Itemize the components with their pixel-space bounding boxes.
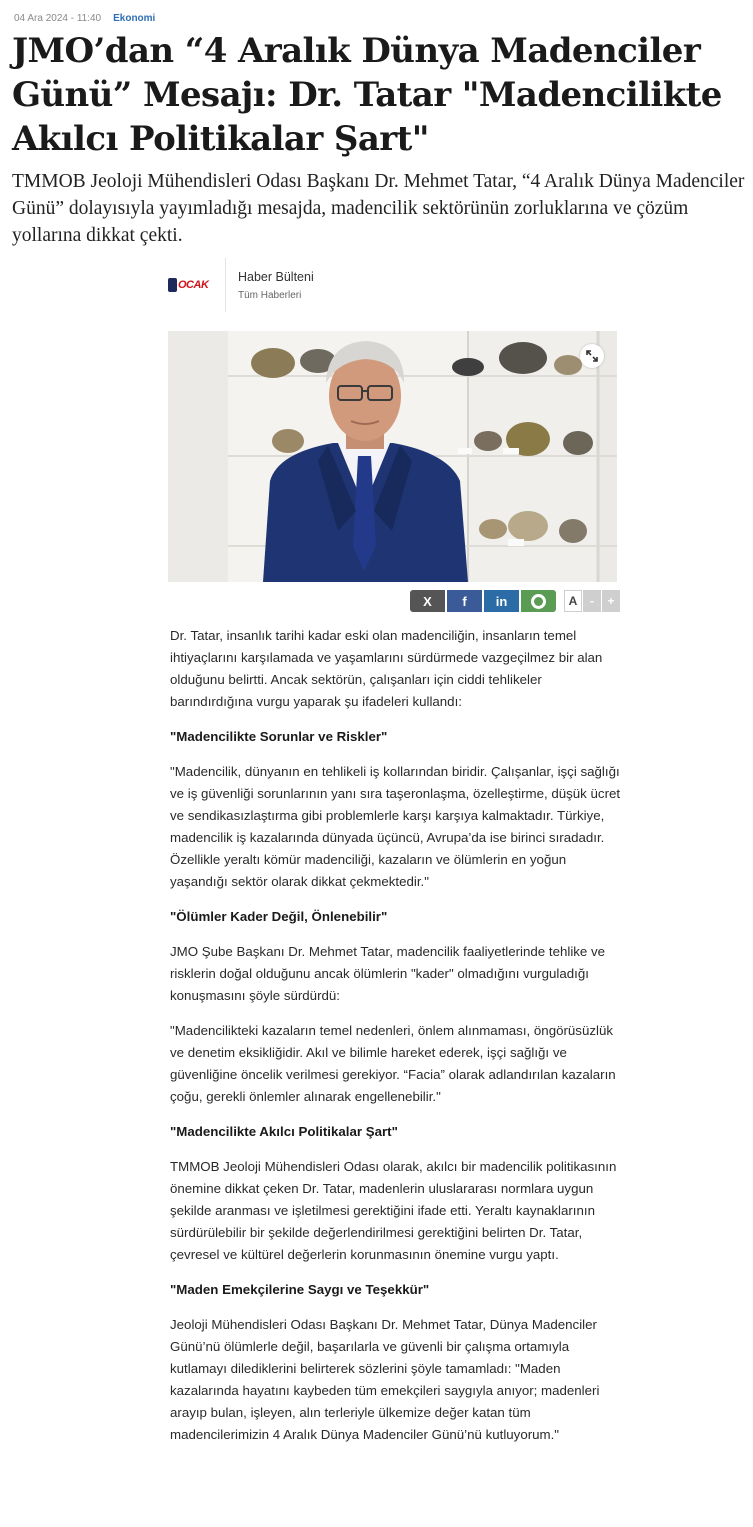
- article-meta: [14, 13, 155, 24]
- font-size-label: A: [564, 590, 582, 612]
- article-body: [170, 625, 622, 1459]
- body-paragraph: "Madencilikteki kazaların temel nedenleri, önlem alınmaması, öngörüsüzlük ve denetim eksikliğidir. Akıl ve bilimle hareket ederek, işçi sağlığı ve güvenliğine öncelik verilmesi gerekiyor. “Facia” olarak adlandırılan kazaların çoğu, gerekli önlemler alınarak engellenebilir.": [170, 1023, 616, 1104]
- share-bar: [410, 590, 620, 612]
- font-increase-button[interactable]: +: [602, 590, 620, 612]
- body-paragraph: Dr. Tatar, insanlık tarihi kadar eski olan madenciliğin, insanların temel ihtiyaçlarını karşılamada ve yaşamlarını sürdürmede vazgeçilmez bir alan olduğunu belirtti. Ancak sektörün, çalışanları için ciddi tehlikeler barındırdığına vurgu yaparak şu ifadeleri kullandı:: [170, 628, 603, 709]
- category-link[interactable]: Ekonomi: [113, 13, 156, 24]
- share-whatsapp-button[interactable]: [521, 590, 556, 612]
- publish-date: 04 Ara 2024 - 11:40: [14, 13, 102, 24]
- logo-text: OCAK: [178, 279, 209, 291]
- article-title: JMO’dan “4 Aralık Dünya Madenciler Günü” Mesajı: Dr. Tatar "Madencilikte Akılcı Politikalar Şart": [12, 31, 722, 159]
- section-heading: "Madencilikte Akılcı Politikalar Şart": [170, 1124, 398, 1139]
- section-heading: "Madencilikte Sorunlar ve Riskler": [170, 729, 388, 744]
- portrait-image: [168, 331, 617, 582]
- ocak-logo-icon: [168, 278, 208, 292]
- body-paragraph: TMMOB Jeoloji Mühendisleri Odası olarak, akılcı bir madencilik politikasının önemine dikkat çeken Dr. Tatar, madenlerin uluslararası normlara uygun şekilde aranması ve işletilmesi gerektiğini ifade etti. Yeraltı kaynaklarının sürdürülebilir bir şekilde değerlendirilmesi gerektiğini belirten Dr. Tatar, çevresel ve kültürel değerlerin korunmasının önemine vurgu yaptı.: [170, 1159, 617, 1262]
- article-photo: [168, 331, 617, 582]
- font-size-controls: [564, 590, 620, 612]
- section-heading: "Maden Emekçilerine Saygı ve Teşekkür": [170, 1282, 430, 1297]
- body-paragraph: JMO Şube Başkanı Dr. Mehmet Tatar, madencilik faaliyetlerinde tehlike ve risklerin doğal olduğunu ancak ölümlerin "kader" olmadığını vurguladığı konuşmasını şöyle sürdürdü:: [170, 944, 606, 1003]
- section-heading: "Ölümler Kader Değil, Önlenebilir": [170, 909, 388, 924]
- author-box: [168, 258, 468, 312]
- body-paragraph: Jeoloji Mühendisleri Odası Başkanı Dr. Mehmet Tatar, Dünya Madenciler Günü’nü ölümlerle değil, başarılarla ve güvenli bir çalışma ortamıyla kutlamayı dilediklerini belirterek sözlerini şöyle tamamladı: "Maden kazalarında hayatını kaybeden tüm emekçileri saygıyla anıyor; madenleri arayıp bulan, işleyen, alın terleriyle ülkemize değer katan tüm madencilerimizin 4 Aralık Dünya Madenciler Günü’nü kutluyorum.": [170, 1317, 600, 1442]
- font-decrease-button[interactable]: -: [583, 590, 601, 612]
- body-paragraph: "Madencilik, dünyanın en tehlikeli iş kollarından biridir. Çalışanlar, işçi sağlığı ve iş güvenliği sorunlarının yanı sıra taşeronlaşma, özelleştirme, düşük ücret ve sendikasızlaştırma gibi problemlerle karşı karşıya kalmaktadır. Türkiye, madencilik iş kazalarında dünyada üçüncü, Avrupa’da ise birinci sıradadır. Özellikle yeraltı kömür madenciliği, kazaların ve ölümlerin en yoğun yaşandığı sektör olarak dikkat çekmektedir.": [170, 764, 621, 889]
- linkedin-icon: in: [495, 593, 508, 609]
- author-name[interactable]: Haber Bülteni: [238, 269, 314, 284]
- whatsapp-icon: [531, 594, 546, 609]
- x-icon: X: [423, 593, 432, 609]
- author-logo[interactable]: [168, 258, 226, 312]
- article-summary: TMMOB Jeoloji Mühendisleri Odası Başkanı Dr. Mehmet Tatar, “4 Aralık Dünya Madenciler Günü” dolayısıyla yayımladığı mesajda, madencilik sektörünün zorluklarına ve çözüm yollarına dikkat çekti.: [12, 171, 745, 246]
- facebook-icon: f: [462, 593, 467, 609]
- all-news-link[interactable]: Tüm Haberleri: [238, 289, 302, 301]
- share-linkedin-button[interactable]: [484, 590, 519, 612]
- share-facebook-button[interactable]: [447, 590, 482, 612]
- share-x-button[interactable]: [410, 590, 445, 612]
- expand-icon[interactable]: [580, 344, 604, 368]
